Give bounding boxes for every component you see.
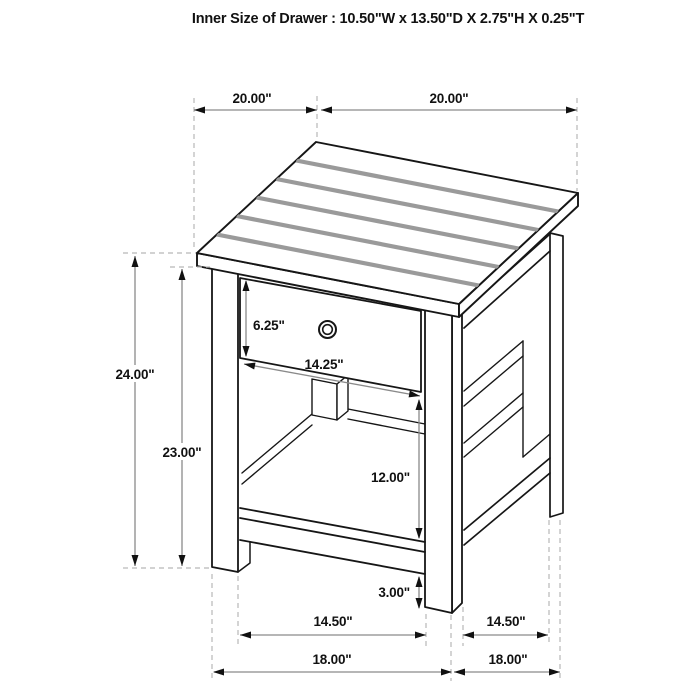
dim-top-width: 20.00" <box>429 91 469 106</box>
dim-overall-height: 24.00" <box>115 367 155 382</box>
dim-drawer-height: 6.25" <box>253 318 285 333</box>
dim-drawer-width: 14.25" <box>304 357 344 372</box>
dim-shelf-clearance: 12.00" <box>371 470 410 485</box>
front-right-leg <box>425 301 462 613</box>
dim-side-outer-depth: 18.00" <box>488 652 528 667</box>
dim-front-inner-span: 14.50" <box>313 614 353 629</box>
rear-right-leg <box>550 233 563 517</box>
shelf-front-rail <box>240 508 425 574</box>
dim-front-outer-width: 18.00" <box>312 652 352 667</box>
dim-height-under-top: 23.00" <box>162 445 202 460</box>
diagram-title: Inner Size of Drawer : 10.50"W x 13.50"D X 2.75"H X 0.25"T <box>191 11 585 27</box>
dim-top-depth: 20.00" <box>232 91 272 106</box>
dim-side-inner-span: 14.50" <box>486 614 526 629</box>
dim-shelf-to-floor: 3.00" <box>378 585 410 600</box>
